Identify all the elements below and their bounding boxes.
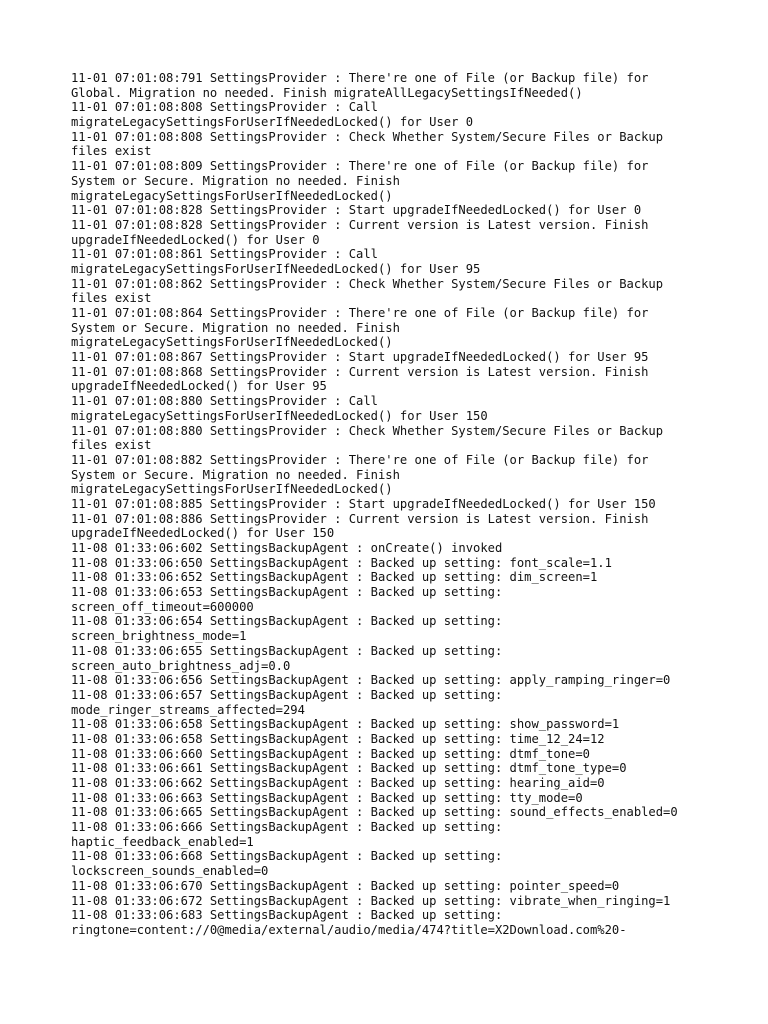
log-line: System or Secure. Migration no needed. Finish xyxy=(71,320,400,335)
log-line: lockscreen_sounds_enabled=0 xyxy=(71,864,269,879)
log-line: System or Secure. Migration no needed. Finish xyxy=(71,173,400,188)
log-line: 11-08 01:33:06:661 SettingsBackupAgent : Backed up setting: dtmf_tone_type=0 xyxy=(71,761,627,776)
log-line: ringtone=content://0@media/external/audio/media/474?title=X2Download.com%20- xyxy=(71,922,627,937)
log-line: Global. Migration no needed. Finish migrateAllLegacySettingsIfNeeded() xyxy=(71,85,583,100)
log-line: 11-01 07:01:08:791 SettingsProvider : There're one of File (or Backup file) for xyxy=(71,71,649,85)
log-line: 11-01 07:01:08:861 SettingsProvider : Call xyxy=(71,247,378,262)
log-line: 11-08 01:33:06:672 SettingsBackupAgent : Backed up setting: vibrate_when_ringing=1 xyxy=(71,893,671,908)
log-line: files exist xyxy=(71,291,152,306)
log-line: screen_brightness_mode=1 xyxy=(71,629,247,644)
log-line: 11-01 07:01:08:885 SettingsProvider : Start upgradeIfNeededLocked() for User 150 xyxy=(71,496,656,511)
log-line: migrateLegacySettingsForUserIfNeededLocked() for User 95 xyxy=(71,261,481,276)
log-line: 11-01 07:01:08:808 SettingsProvider : Check Whether System/Secure Files or Backup xyxy=(71,129,664,144)
log-line: 11-08 01:33:06:663 SettingsBackupAgent : Backed up setting: tty_mode=0 xyxy=(71,790,583,805)
log-line: 11-01 07:01:08:882 SettingsProvider : There're one of File (or Backup file) for xyxy=(71,452,649,467)
log-line: screen_auto_brightness_adj=0.0 xyxy=(71,658,291,673)
log-line: 11-08 01:33:06:665 SettingsBackupAgent : Backed up setting: sound_effects_enabled=0 xyxy=(71,805,678,820)
log-line: 11-08 01:33:06:660 SettingsBackupAgent : Backed up setting: dtmf_tone=0 xyxy=(71,746,590,761)
log-line: migrateLegacySettingsForUserIfNeededLocked() for User 0 xyxy=(71,115,474,130)
log-line: upgradeIfNeededLocked() for User 0 xyxy=(71,232,320,247)
log-line: 11-01 07:01:08:809 SettingsProvider : There're one of File (or Backup file) for xyxy=(71,159,649,174)
log-line: 11-01 07:01:08:868 SettingsProvider : Current version is Latest version. Finish xyxy=(71,364,649,379)
log-line: 11-01 07:01:08:808 SettingsProvider : Call xyxy=(71,100,378,115)
log-line: 11-08 01:33:06:653 SettingsBackupAgent : Backed up setting: xyxy=(71,585,503,600)
log-line: 11-01 07:01:08:880 SettingsProvider : Call xyxy=(71,394,378,409)
log-line: 11-08 01:33:06:658 SettingsBackupAgent : Backed up setting: show_password=1 xyxy=(71,717,620,732)
log-line: screen_off_timeout=600000 xyxy=(71,599,254,614)
log-line: files exist xyxy=(71,438,152,453)
log-line: 11-08 01:33:06:658 SettingsBackupAgent : Backed up setting: time_12_24=12 xyxy=(71,731,605,746)
log-line: 11-08 01:33:06:656 SettingsBackupAgent : Backed up setting: apply_ramping_ringer=0 xyxy=(71,673,671,688)
log-line: 11-01 07:01:08:867 SettingsProvider : Start upgradeIfNeededLocked() for User 95 xyxy=(71,350,649,365)
log-text-block xyxy=(71,71,761,938)
log-line: 11-08 01:33:06:666 SettingsBackupAgent : Backed up setting: xyxy=(71,820,503,835)
log-line: 11-08 01:33:06:652 SettingsBackupAgent : Backed up setting: dim_screen=1 xyxy=(71,570,598,585)
log-line: upgradeIfNeededLocked() for User 95 xyxy=(71,379,327,394)
log-line: 11-01 07:01:08:880 SettingsProvider : Check Whether System/Secure Files or Backup xyxy=(71,423,664,438)
log-line: mode_ringer_streams_affected=294 xyxy=(71,702,305,717)
log-line: 11-08 01:33:06:657 SettingsBackupAgent : Backed up setting: xyxy=(71,687,503,702)
log-line: 11-01 07:01:08:864 SettingsProvider : There're one of File (or Backup file) for xyxy=(71,306,649,320)
log-line: 11-08 01:33:06:602 SettingsBackupAgent : onCreate() invoked xyxy=(71,541,503,555)
log-line: 11-08 01:33:06:662 SettingsBackupAgent : Backed up setting: hearing_aid=0 xyxy=(71,776,605,790)
log-line: migrateLegacySettingsForUserIfNeededLocked() for User 150 xyxy=(71,408,488,423)
log-line: 11-01 07:01:08:828 SettingsProvider : Current version is Latest version. Finish xyxy=(71,217,649,232)
log-line: migrateLegacySettingsForUserIfNeededLocked() xyxy=(71,335,393,350)
log-line: migrateLegacySettingsForUserIfNeededLocked() xyxy=(71,482,393,497)
log-line: 11-01 07:01:08:886 SettingsProvider : Current version is Latest version. Finish xyxy=(71,511,649,526)
log-line: 11-08 01:33:06:683 SettingsBackupAgent : Backed up setting: xyxy=(71,908,503,923)
log-line: 11-08 01:33:06:655 SettingsBackupAgent : Backed up setting: xyxy=(71,643,503,658)
log-line: 11-01 07:01:08:828 SettingsProvider : Start upgradeIfNeededLocked() for User 0 xyxy=(71,203,642,218)
log-line: 11-08 01:33:06:650 SettingsBackupAgent : Backed up setting: font_scale=1.1 xyxy=(71,555,612,570)
log-line: 11-08 01:33:06:654 SettingsBackupAgent : Backed up setting: xyxy=(71,614,503,629)
log-line: haptic_feedback_enabled=1 xyxy=(71,834,254,849)
log-line: 11-01 07:01:08:862 SettingsProvider : Check Whether System/Secure Files or Backup xyxy=(71,276,664,291)
log-line: upgradeIfNeededLocked() for User 150 xyxy=(71,526,335,541)
log-line: files exist xyxy=(71,144,152,159)
log-line: System or Secure. Migration no needed. Finish xyxy=(71,467,400,482)
log-line: 11-08 01:33:06:668 SettingsBackupAgent : Backed up setting: xyxy=(71,849,503,864)
log-line: migrateLegacySettingsForUserIfNeededLocked() xyxy=(71,188,393,203)
log-line: 11-08 01:33:06:670 SettingsBackupAgent : Backed up setting: pointer_speed=0 xyxy=(71,878,620,893)
